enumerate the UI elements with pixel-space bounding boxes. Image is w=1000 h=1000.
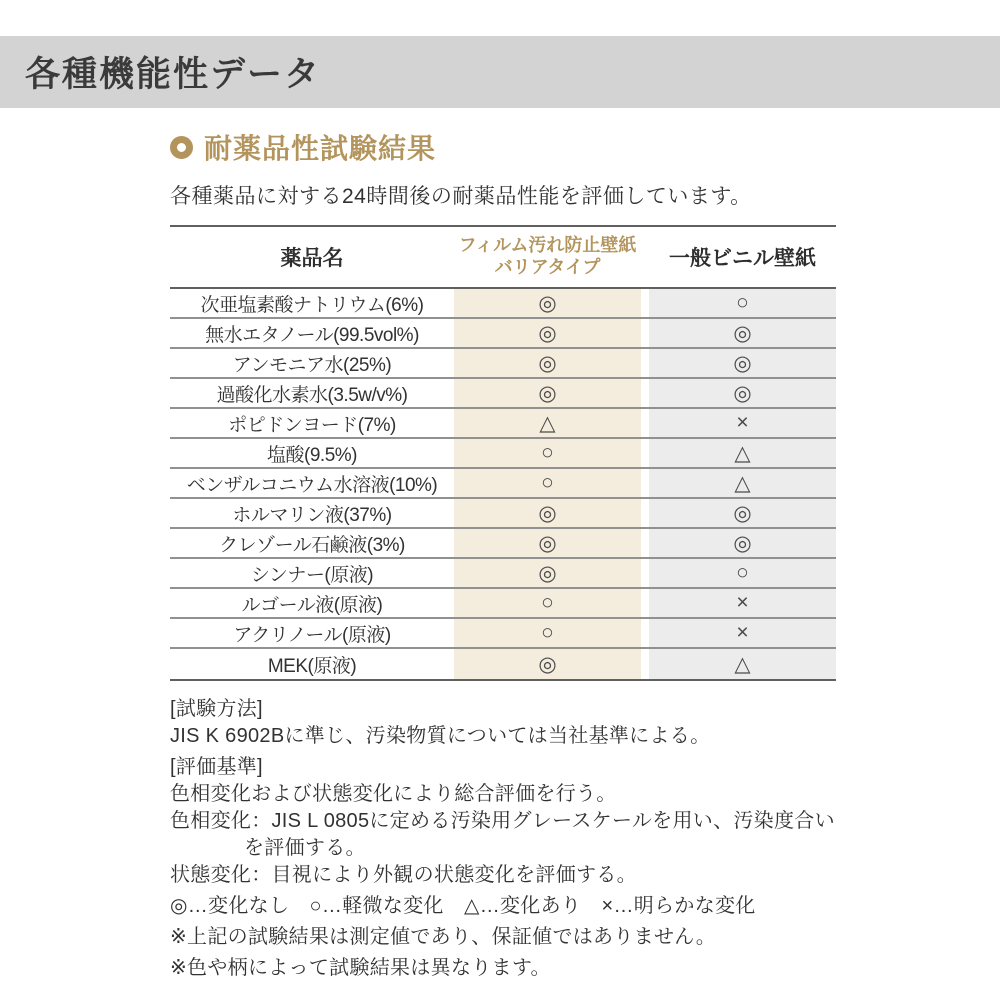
vinyl-wallpaper-result-cell [649, 469, 836, 497]
result-mark: × [736, 621, 749, 644]
vinyl-wallpaper-result-cell [649, 589, 836, 617]
result-mark: ◎ [538, 351, 557, 375]
film-wallpaper-result-cell [454, 469, 641, 497]
chemical-name: ベンザルコニウム水溶液(10%) [186, 474, 438, 496]
table-row [170, 379, 836, 409]
col-header-film-line1: フィルム汚れ防止壁紙 [458, 235, 637, 256]
chemical-name: 次亜塩素酸ナトリウム(6%) [200, 294, 424, 316]
chemical-name: 無水エタノール(99.5vol%) [205, 324, 419, 346]
page-title: 各種機能性データ [25, 55, 322, 94]
film-wallpaper-result-cell [454, 289, 641, 317]
table-row [170, 559, 836, 589]
column-gap [641, 439, 649, 467]
col-header-film-wallpaper [454, 227, 641, 287]
vinyl-wallpaper-result-cell [649, 619, 836, 647]
table-row [170, 319, 836, 349]
vinyl-wallpaper-result-cell [649, 529, 836, 557]
result-mark: △ [734, 652, 751, 676]
result-mark: ◎ [538, 561, 557, 585]
chemical-name-cell [170, 439, 454, 467]
vinyl-wallpaper-result-cell [649, 319, 836, 347]
chemical-name: 過酸化水素水(3.5w/v%) [216, 384, 408, 406]
result-mark: ◎ [733, 321, 752, 345]
vinyl-wallpaper-result-cell [649, 379, 836, 407]
vinyl-wallpaper-result-cell [649, 439, 836, 467]
film-wallpaper-result-cell [454, 529, 641, 557]
table-row [170, 439, 836, 469]
result-mark: ○ [541, 441, 554, 464]
result-mark: ◎ [538, 652, 557, 676]
note-line: ◎…変化なし ○…軽微な変化 △…変化あり ×…明らかな変化 [170, 895, 756, 917]
note-line: 色相変化：JIS L 0805に定める汚染用グレースケールを用い、汚染度合い [170, 810, 835, 832]
result-mark: ○ [541, 621, 554, 644]
chemical-resistance-table [170, 225, 836, 681]
note-line: ※上記の試験結果は測定値であり、保証値ではありません。 [170, 926, 717, 948]
result-mark: ○ [736, 291, 749, 314]
chemical-name-cell [170, 409, 454, 437]
note-line: を評価する。 [244, 837, 366, 859]
result-mark: △ [734, 441, 751, 465]
vinyl-wallpaper-result-cell [649, 289, 836, 317]
result-mark: × [736, 591, 749, 614]
note-line: [試験方法] [170, 698, 263, 720]
result-mark: ◎ [733, 381, 752, 405]
chemical-name-cell [170, 379, 454, 407]
chemical-name: MEK(原液) [267, 655, 357, 677]
result-mark: △ [539, 411, 556, 435]
chemical-name: 塩酸(9.5%) [267, 444, 357, 466]
column-gap [641, 529, 649, 557]
film-wallpaper-result-cell [454, 409, 641, 437]
table-row [170, 469, 836, 499]
section-title: 耐薬品性試験結果 [204, 133, 437, 164]
table-row [170, 349, 836, 379]
result-mark: ◎ [538, 321, 557, 345]
note-line: ※色や柄によって試験結果は異なります。 [170, 957, 551, 979]
column-gap [641, 469, 649, 497]
column-gap [641, 319, 649, 347]
chemical-name-cell [170, 499, 454, 527]
column-gap [641, 619, 649, 647]
result-mark: ○ [541, 471, 554, 494]
chemical-name: ホルマリン液(37%) [232, 504, 392, 526]
table-row [170, 589, 836, 619]
film-wallpaper-result-cell [454, 349, 641, 377]
col-header-vinyl-wallpaper: 一般ビニル壁紙 [669, 247, 816, 270]
table-row [170, 409, 836, 439]
chemical-name: アクリノール(原液) [233, 624, 391, 646]
table-row [170, 619, 836, 649]
film-wallpaper-result-cell [454, 379, 641, 407]
result-mark: ◎ [733, 351, 752, 375]
film-wallpaper-result-cell [454, 619, 641, 647]
chemical-name: ポピドンヨード(7%) [228, 414, 396, 436]
note-line: JIS K 6902Bに準じ、汚染物質については当社基準による。 [170, 725, 711, 747]
vinyl-wallpaper-result-cell [649, 559, 836, 587]
column-gap [641, 499, 649, 527]
vinyl-wallpaper-result-cell [649, 409, 836, 437]
column-gap [641, 349, 649, 377]
column-gap [641, 649, 649, 679]
film-wallpaper-result-cell [454, 649, 641, 679]
chemical-name: ルゴール液(原液) [241, 594, 383, 616]
chemical-name: クレゾール石鹸液(3%) [219, 534, 405, 556]
result-mark: ◎ [733, 501, 752, 525]
vinyl-wallpaper-result-cell [649, 499, 836, 527]
chemical-name-cell [170, 589, 454, 617]
chemical-name-cell [170, 619, 454, 647]
content [170, 127, 836, 982]
column-gap [641, 409, 649, 437]
column-gap [641, 559, 649, 587]
table-row [170, 529, 836, 559]
col-header-chemical: 薬品名 [280, 247, 344, 270]
column-gap [641, 227, 649, 287]
chemical-name-cell [170, 559, 454, 587]
chemical-name: シンナー(原液) [250, 564, 374, 586]
vinyl-wallpaper-result-cell [649, 649, 836, 679]
column-gap [641, 589, 649, 617]
vinyl-wallpaper-result-cell [649, 349, 836, 377]
table-row [170, 499, 836, 529]
result-mark: ◎ [538, 501, 557, 525]
chemical-name-cell [170, 349, 454, 377]
page-banner [0, 36, 1000, 108]
section-subtitle: 各種薬品に対する24時間後の耐薬品性能を評価しています。 [170, 185, 752, 208]
result-mark: × [736, 411, 749, 434]
result-mark: ◎ [538, 381, 557, 405]
film-wallpaper-result-cell [454, 439, 641, 467]
col-header-film-line2: バリアタイプ [494, 257, 601, 277]
section-heading [170, 127, 836, 167]
table-header-row [170, 227, 836, 289]
note-line: [評価基準] [170, 756, 263, 778]
chemical-name-cell [170, 289, 454, 317]
result-mark: △ [734, 471, 751, 495]
film-wallpaper-result-cell [454, 319, 641, 347]
note-line: 状態変化：目視により外観の状態変化を評価する。 [170, 864, 637, 886]
film-wallpaper-result-cell [454, 559, 641, 587]
table-row [170, 649, 836, 679]
film-wallpaper-result-cell [454, 499, 641, 527]
column-gap [641, 379, 649, 407]
film-wallpaper-result-cell [454, 589, 641, 617]
table-rows [170, 289, 836, 679]
notes-block [170, 696, 836, 982]
column-gap [641, 289, 649, 317]
chemical-name-cell [170, 649, 454, 679]
result-mark: ○ [541, 591, 554, 614]
chemical-name-cell [170, 319, 454, 347]
chemical-name: アンモニア水(25%) [232, 354, 392, 376]
result-mark: ◎ [733, 531, 752, 555]
result-mark: ○ [736, 561, 749, 584]
table-row [170, 289, 836, 319]
note-line: 色相変化および状態変化により総合評価を行う。 [170, 783, 617, 805]
chemical-name-cell [170, 529, 454, 557]
result-mark: ◎ [538, 531, 557, 555]
circle-bullet-icon [170, 136, 193, 159]
result-mark: ◎ [538, 291, 557, 315]
chemical-name-cell [170, 469, 454, 497]
